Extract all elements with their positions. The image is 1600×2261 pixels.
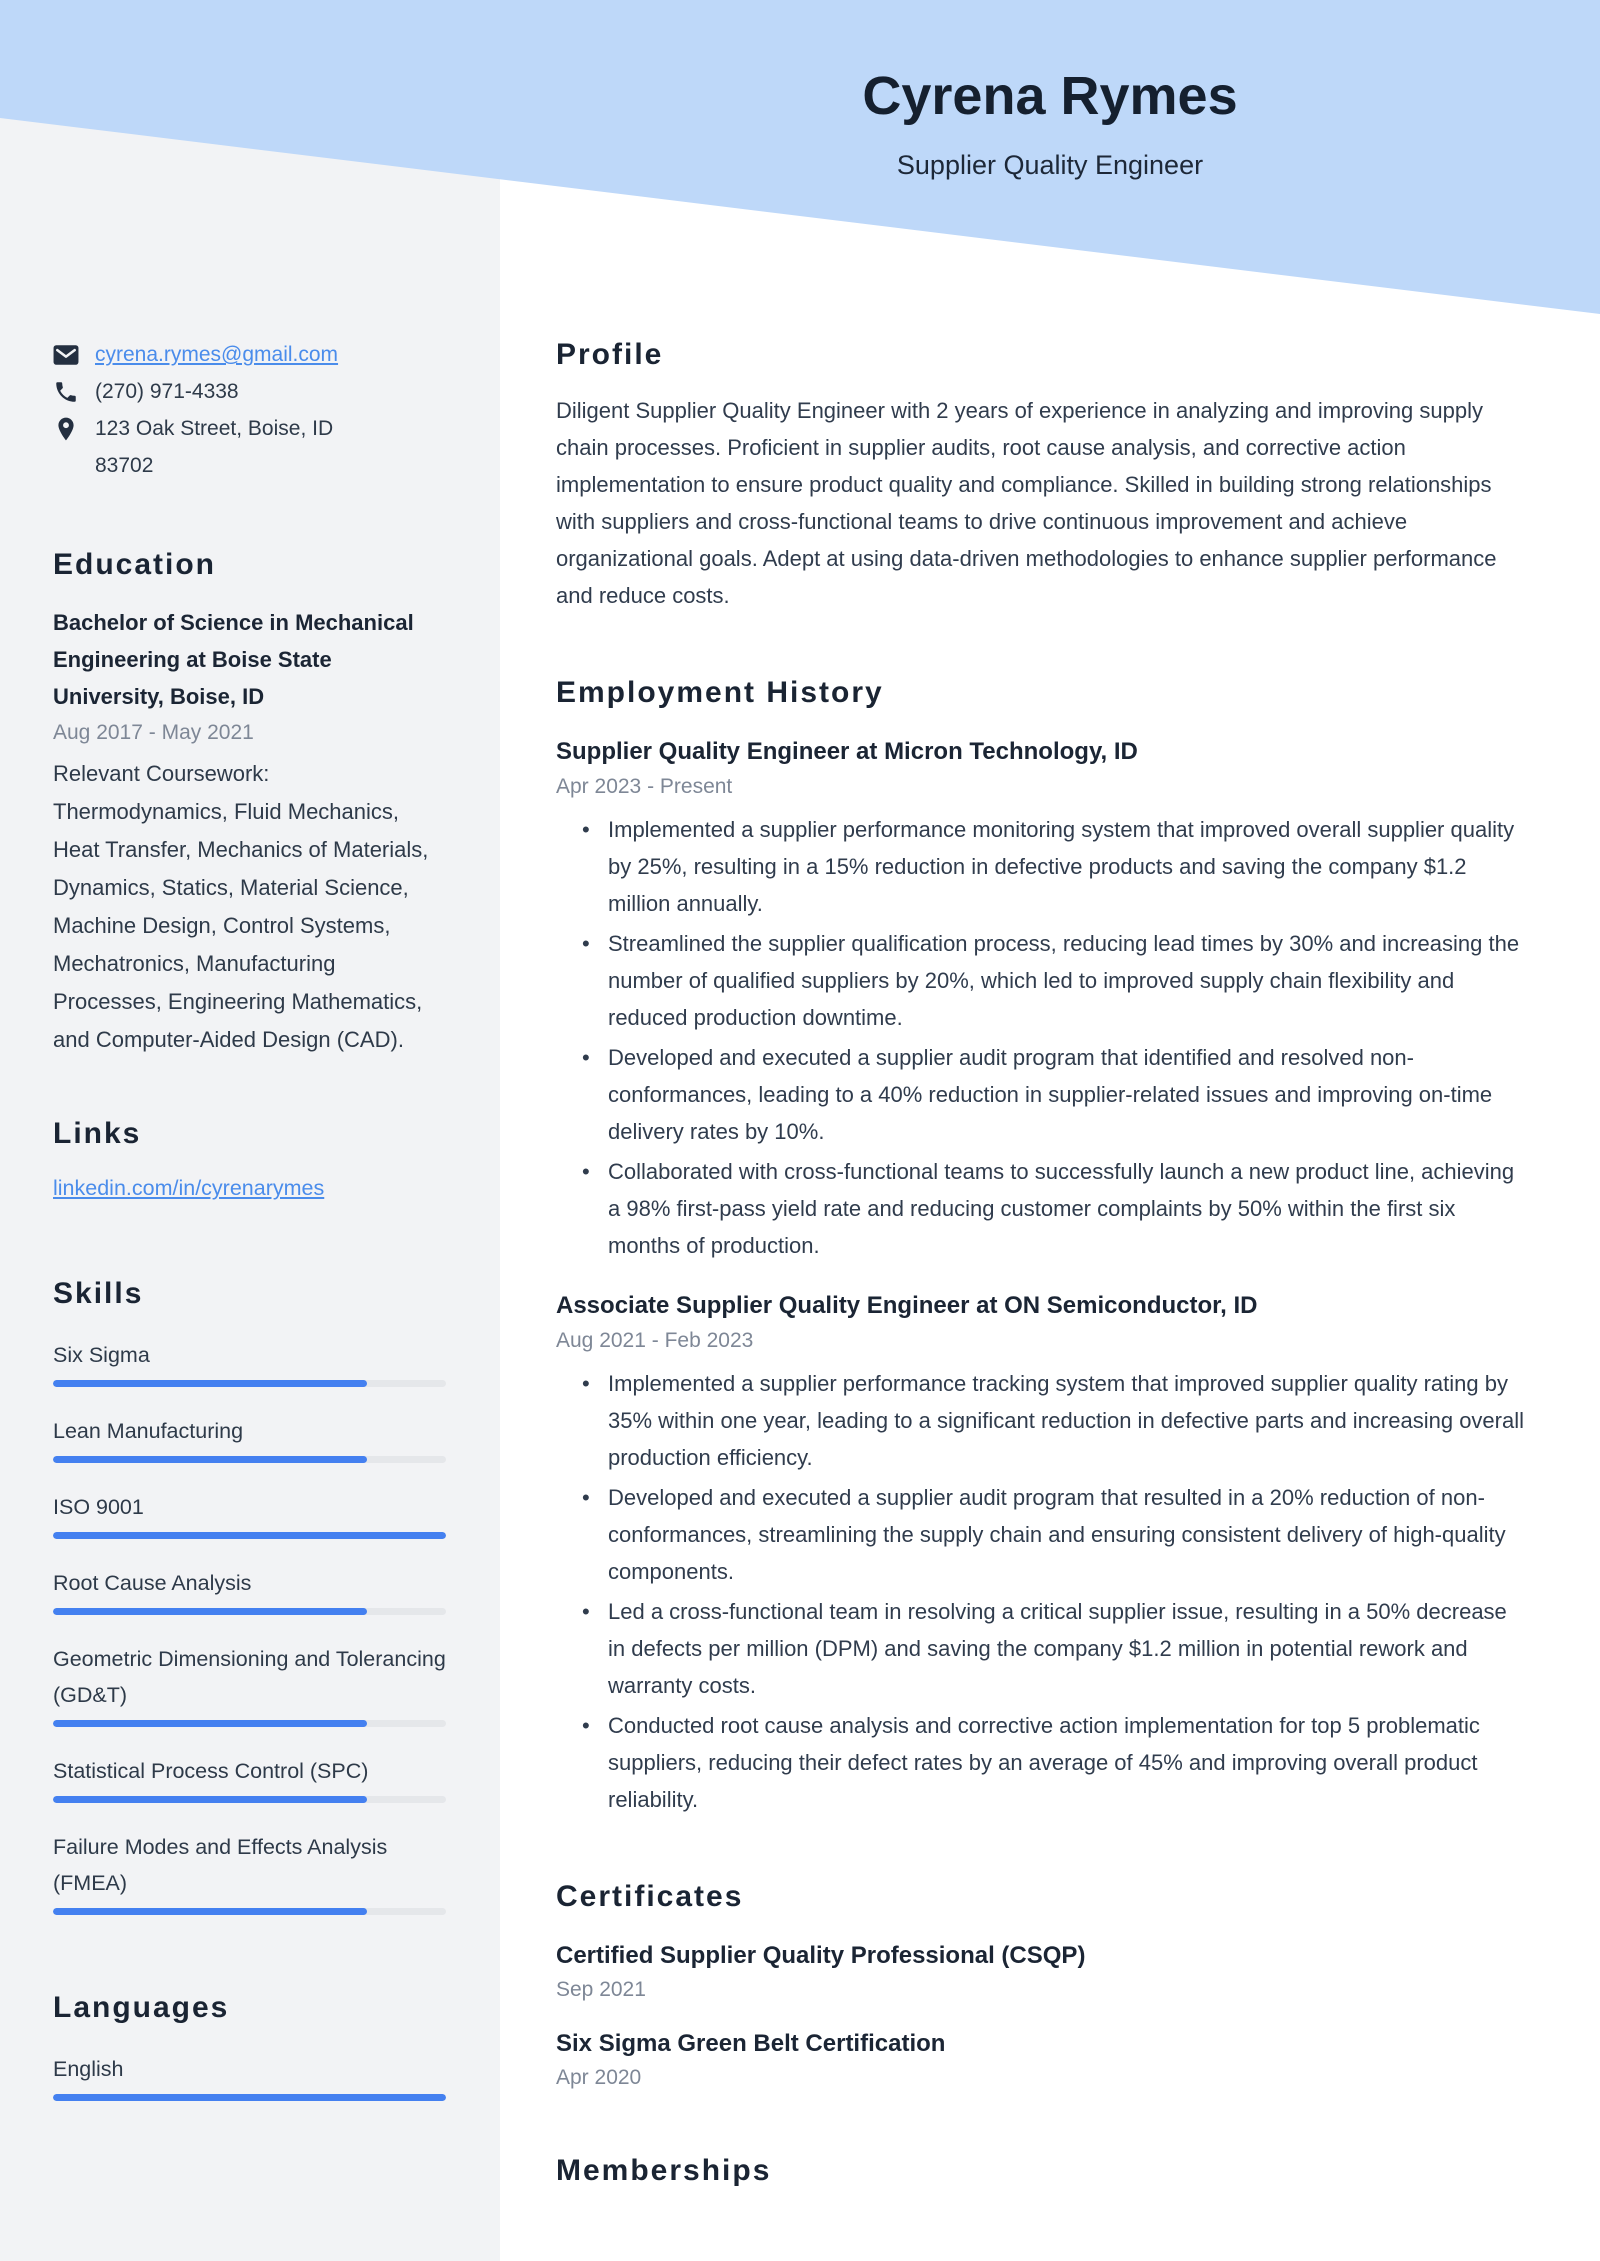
job-dates: Aug 2021 - Feb 2023 (556, 1329, 754, 1352)
job-bullet: • Developed and executed a supplier audit program that resulted in a 20% reduction of non-conformances, streamlining the supply chain and ensuring consistent delivery of high-quality components. (608, 1479, 1528, 1590)
skill-item (53, 1489, 446, 1539)
certificate-date: Apr 2020 (556, 2066, 642, 2089)
job-entry (556, 736, 1528, 1264)
contact-address-row (53, 410, 446, 484)
skill-label: Failure Modes and Effects Analysis (FMEA) (53, 1835, 388, 1895)
skill-label: Lean Manufacturing (53, 1419, 244, 1443)
links-heading: Links (53, 1117, 142, 1150)
language-label: English (53, 2057, 124, 2081)
job-title: Supplier Quality Engineer at Micron Technology, ID (556, 738, 1138, 765)
skill-bar-track (53, 1608, 446, 1615)
location-pin-icon (53, 416, 79, 442)
job-bullet: • Led a cross-functional team in resolving a critical supplier issue, resulting in a 50% decrease in defects per million (DPM) and saving the company $1.2 million in potential rework and warranty costs. (608, 1593, 1528, 1704)
main-content (500, 0, 1600, 2261)
certificate-title: Certified Supplier Quality Professional (CSQP) (556, 1942, 1086, 1969)
envelope-icon (53, 342, 79, 368)
skill-bar-fill (53, 1720, 367, 1727)
job-bullet-list (556, 1365, 1528, 1818)
skill-item (53, 1829, 446, 1915)
skill-label: Six Sigma (53, 1343, 150, 1367)
skill-bar-track (53, 1456, 446, 1463)
job-bullet: • Streamlined the supplier qualification process, reducing lead times by 30% and increasing the number of qualified suppliers by 20%, which led to improved supply chain flexibility and reduced production downtime. (608, 925, 1528, 1036)
skill-bar-fill (53, 1908, 367, 1915)
skill-bar-fill (53, 1456, 367, 1463)
contact-phone-row (53, 373, 446, 410)
certificate-date: Sep 2021 (556, 1978, 646, 2001)
skill-bar-fill (53, 1608, 367, 1615)
skill-bar-track (53, 1796, 446, 1803)
certificate-entry (556, 1940, 1528, 2002)
education-degree: Bachelor of Science in Mechanical Engineering at Boise State University, Boise, ID (53, 610, 414, 709)
job-bullet: • Conducted root cause analysis and corrective action implementation for top 5 problematic suppliers, reducing their defect rates by an average of 45% and improving overall product reliability. (608, 1707, 1528, 1818)
person-job-title: Supplier Quality Engineer (896, 150, 1204, 180)
education-coursework: Relevant Coursework: Thermodynamics, Fluid Mechanics, Heat Transfer, Mechanics of Materials, Dynamics, Statics, Material Science, Machine Design, Control Systems, Mechatronics, Manufacturing Processes, Engineering Mathematics, and Computer-Aided Design (CAD). (53, 761, 429, 1052)
skill-label: Statistical Process Control (SPC) (53, 1759, 369, 1783)
skill-item (53, 1565, 446, 1615)
memberships-heading: Memberships (556, 2154, 772, 2187)
certificate-title: Six Sigma Green Belt Certification (556, 2030, 946, 2057)
skill-item (53, 1337, 446, 1387)
skill-label: ISO 9001 (53, 1495, 144, 1519)
email-link[interactable]: cyrena.rymes@gmail.com (95, 343, 339, 366)
skill-bar-track (53, 1380, 446, 1387)
skill-item (53, 1641, 446, 1727)
certificate-entry (556, 2028, 1528, 2090)
list-item (53, 1173, 446, 1203)
education-dates: Aug 2017 - May 2021 (53, 721, 254, 744)
education-heading: Education (53, 548, 217, 581)
phone-icon (53, 379, 79, 405)
languages-heading: Languages (53, 1991, 230, 2024)
language-bar-track (53, 2094, 446, 2101)
address-line-1: 123 Oak Street, Boise, ID (95, 417, 334, 440)
skills-heading: Skills (53, 1277, 144, 1310)
job-title: Associate Supplier Quality Engineer at ON Semiconductor, ID (556, 1292, 1258, 1319)
contact-email-row (53, 336, 446, 373)
certificates-heading: Certificates (556, 1880, 744, 1913)
job-bullet: • Implemented a supplier performance monitoring system that improved overall supplier quality by 25%, resulting in a 15% reduction in defective products and saving the company $1.2 million annually. (608, 811, 1528, 922)
skill-label: Root Cause Analysis (53, 1571, 252, 1595)
job-dates: Apr 2023 - Present (556, 775, 733, 798)
address (95, 410, 333, 484)
phone-number: (270) 971-4338 (95, 380, 239, 403)
sidebar-content (0, 0, 500, 2141)
job-bullet: • Implemented a supplier performance tracking system that improved supplier quality rating by 35% within one year, leading to a significant reduction in defective parts and increasing overall production efficiency. (608, 1365, 1528, 1476)
skill-bar-fill (53, 1796, 367, 1803)
skill-item (53, 1413, 446, 1463)
job-bullet: • Developed and executed a supplier audit program that identified and resolved non-conformances, leading to a 40% reduction in supplier-related issues and improving on-time delivery rates by 10%. (608, 1039, 1528, 1150)
profile-text: Diligent Supplier Quality Engineer with 2 years of experience in analyzing and improving supply chain processes. Proficient in supplier audits, root cause analysis, and corrective action implementation to ensure product quality and compliance. Skilled in building strong relationships with suppliers and cross-functional teams to drive continuous improvement and achieve organizational goals. Adept at using data-driven methodologies to enhance supplier performance and reduce costs. (556, 398, 1497, 608)
person-name: Cyrena Rymes (862, 66, 1238, 126)
skill-bar-track (53, 1720, 446, 1727)
language-bar-fill (53, 2094, 446, 2101)
employment-history-heading: Employment History (556, 676, 884, 709)
job-bullet: • Collaborated with cross-functional teams to successfully launch a new product line, achieving a 98% first-pass yield rate and reducing customer complaints by 50% within the first six months of production. (608, 1153, 1528, 1264)
skill-item (53, 1753, 446, 1803)
profile-heading: Profile (556, 338, 664, 371)
language-item (53, 2051, 446, 2101)
address-line-2: 83702 (95, 454, 154, 477)
skill-bar-track (53, 1532, 446, 1539)
linkedin-link[interactable]: linkedin.com/in/cyrenarymes (53, 1176, 325, 1200)
job-entry (556, 1290, 1528, 1818)
header-title-block (500, 66, 1600, 181)
skill-bar-fill (53, 1532, 446, 1539)
skill-label: Geometric Dimensioning and Tolerancing (GD&T) (53, 1647, 446, 1707)
skill-bar-fill (53, 1380, 367, 1387)
sidebar (0, 0, 500, 2261)
skill-bar-track (53, 1908, 446, 1915)
job-bullet-list (556, 811, 1528, 1264)
